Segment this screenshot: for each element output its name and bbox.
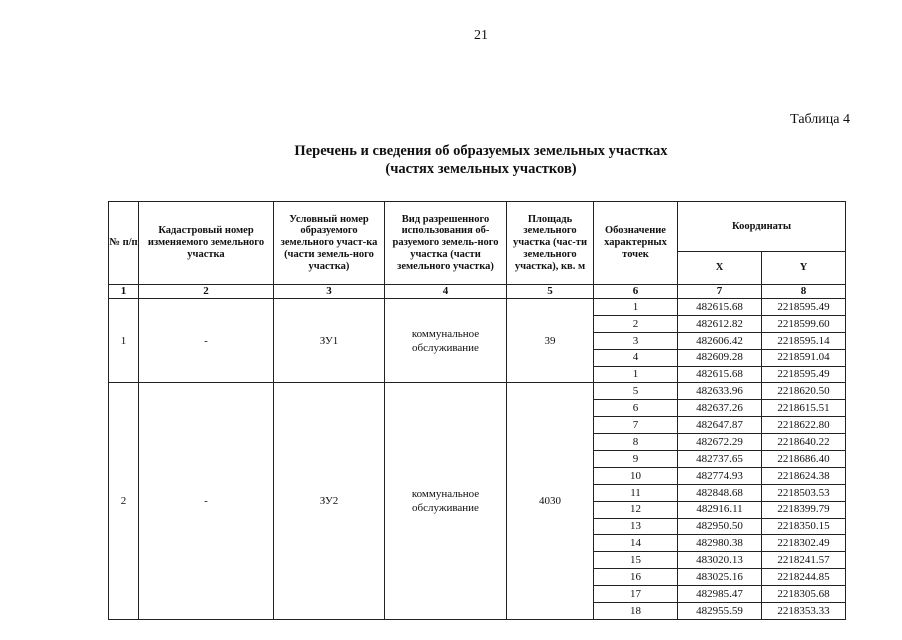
point-label: 7 bbox=[594, 417, 678, 434]
conditional-number: ЗУ1 bbox=[274, 299, 385, 383]
header-coordinates: Координаты bbox=[678, 202, 846, 252]
point-label: 11 bbox=[594, 484, 678, 501]
table-body bbox=[109, 299, 846, 620]
coordinate-y: 2218595.49 bbox=[762, 299, 846, 316]
point-label: 13 bbox=[594, 518, 678, 535]
point-label: 15 bbox=[594, 552, 678, 569]
column-number: 3 bbox=[274, 285, 385, 299]
header-cadastral-number: Кадастровый номер изменяемого земельного участка bbox=[139, 202, 274, 285]
coordinate-x: 482955.59 bbox=[678, 603, 762, 620]
coordinate-y: 2218350.15 bbox=[762, 518, 846, 535]
coordinate-x: 482980.38 bbox=[678, 535, 762, 552]
header-num: № п/п bbox=[109, 202, 139, 285]
point-label: 14 bbox=[594, 535, 678, 552]
coordinate-x: 482615.68 bbox=[678, 299, 762, 316]
header-conditional-number: Условный номер образуемого земельного участ-ка (части земель-ного участка) bbox=[274, 202, 385, 285]
table-row bbox=[109, 299, 846, 316]
column-number-row bbox=[109, 285, 846, 299]
coordinate-x: 482615.68 bbox=[678, 366, 762, 383]
coordinate-y: 2218302.49 bbox=[762, 535, 846, 552]
column-number: 5 bbox=[507, 285, 594, 299]
coordinate-y: 2218591.04 bbox=[762, 349, 846, 366]
plot-area: 39 bbox=[507, 299, 594, 383]
coordinate-y: 2218620.50 bbox=[762, 383, 846, 400]
land-plots-table bbox=[108, 201, 846, 620]
point-label: 5 bbox=[594, 383, 678, 400]
point-label: 16 bbox=[594, 569, 678, 586]
point-label: 12 bbox=[594, 501, 678, 518]
coordinate-y: 2218305.68 bbox=[762, 586, 846, 603]
point-label: 1 bbox=[594, 366, 678, 383]
coordinate-x: 482848.68 bbox=[678, 484, 762, 501]
coordinate-y: 2218686.40 bbox=[762, 451, 846, 468]
column-number: 2 bbox=[139, 285, 274, 299]
coordinate-x: 482633.96 bbox=[678, 383, 762, 400]
plot-number: 2 bbox=[109, 383, 139, 619]
page-number: 21 bbox=[474, 28, 488, 43]
point-label: 10 bbox=[594, 467, 678, 484]
coordinate-x: 482672.29 bbox=[678, 434, 762, 451]
point-label: 18 bbox=[594, 603, 678, 620]
coordinate-x: 482612.82 bbox=[678, 315, 762, 332]
point-label: 9 bbox=[594, 451, 678, 468]
point-label: 4 bbox=[594, 349, 678, 366]
column-number: 6 bbox=[594, 285, 678, 299]
document-title-line-2: (частях земельных участков) bbox=[385, 161, 577, 177]
coordinate-x: 482637.26 bbox=[678, 400, 762, 417]
table-row bbox=[109, 383, 846, 400]
conditional-number: ЗУ2 bbox=[274, 383, 385, 619]
header-y: Y bbox=[762, 252, 846, 285]
coordinate-y: 2218624.38 bbox=[762, 467, 846, 484]
coordinate-x: 483025.16 bbox=[678, 569, 762, 586]
coordinate-x: 482609.28 bbox=[678, 349, 762, 366]
column-number: 8 bbox=[762, 285, 846, 299]
point-label: 8 bbox=[594, 434, 678, 451]
table-label: Таблица 4 bbox=[790, 112, 850, 127]
coordinate-y: 2218640.22 bbox=[762, 434, 846, 451]
coordinate-y: 2218241.57 bbox=[762, 552, 846, 569]
cadastral-number: - bbox=[139, 299, 274, 383]
coordinate-y: 2218615.51 bbox=[762, 400, 846, 417]
coordinate-y: 2218244.85 bbox=[762, 569, 846, 586]
cadastral-number: - bbox=[139, 383, 274, 619]
coordinate-x: 482774.93 bbox=[678, 467, 762, 484]
document-title-line-1: Перечень и сведения об образуемых земельных участках bbox=[294, 143, 668, 159]
header-points: Обозначение характерных точек bbox=[594, 202, 678, 285]
coordinate-y: 2218595.14 bbox=[762, 332, 846, 349]
permitted-use: коммунальное обслуживание bbox=[385, 299, 507, 383]
coordinate-y: 2218353.33 bbox=[762, 603, 846, 620]
coordinate-x: 482985.47 bbox=[678, 586, 762, 603]
coordinate-y: 2218599.60 bbox=[762, 315, 846, 332]
permitted-use: коммунальное обслуживание bbox=[385, 383, 507, 619]
header-area: Площадь земельного участка (час-ти земельного участка), кв. м bbox=[507, 202, 594, 285]
document-title bbox=[0, 142, 902, 178]
coordinate-x: 483020.13 bbox=[678, 552, 762, 569]
plot-number: 1 bbox=[109, 299, 139, 383]
header-permitted-use: Вид разрешенного использования об-разуемого земель-ного участка (части земельного участка) bbox=[385, 202, 507, 285]
column-number: 7 bbox=[678, 285, 762, 299]
coordinate-x: 482606.42 bbox=[678, 332, 762, 349]
coordinate-x: 482737.65 bbox=[678, 451, 762, 468]
header-x: X bbox=[678, 252, 762, 285]
point-label: 1 bbox=[594, 299, 678, 316]
coordinate-x: 482916.11 bbox=[678, 501, 762, 518]
plot-area: 4030 bbox=[507, 383, 594, 619]
column-number: 4 bbox=[385, 285, 507, 299]
coordinate-y: 2218622.80 bbox=[762, 417, 846, 434]
coordinate-x: 482950.50 bbox=[678, 518, 762, 535]
point-label: 6 bbox=[594, 400, 678, 417]
column-number: 1 bbox=[109, 285, 139, 299]
point-label: 2 bbox=[594, 315, 678, 332]
coordinate-x: 482647.87 bbox=[678, 417, 762, 434]
coordinate-y: 2218399.79 bbox=[762, 501, 846, 518]
point-label: 3 bbox=[594, 332, 678, 349]
coordinate-y: 2218503.53 bbox=[762, 484, 846, 501]
point-label: 17 bbox=[594, 586, 678, 603]
coordinate-y: 2218595.49 bbox=[762, 366, 846, 383]
